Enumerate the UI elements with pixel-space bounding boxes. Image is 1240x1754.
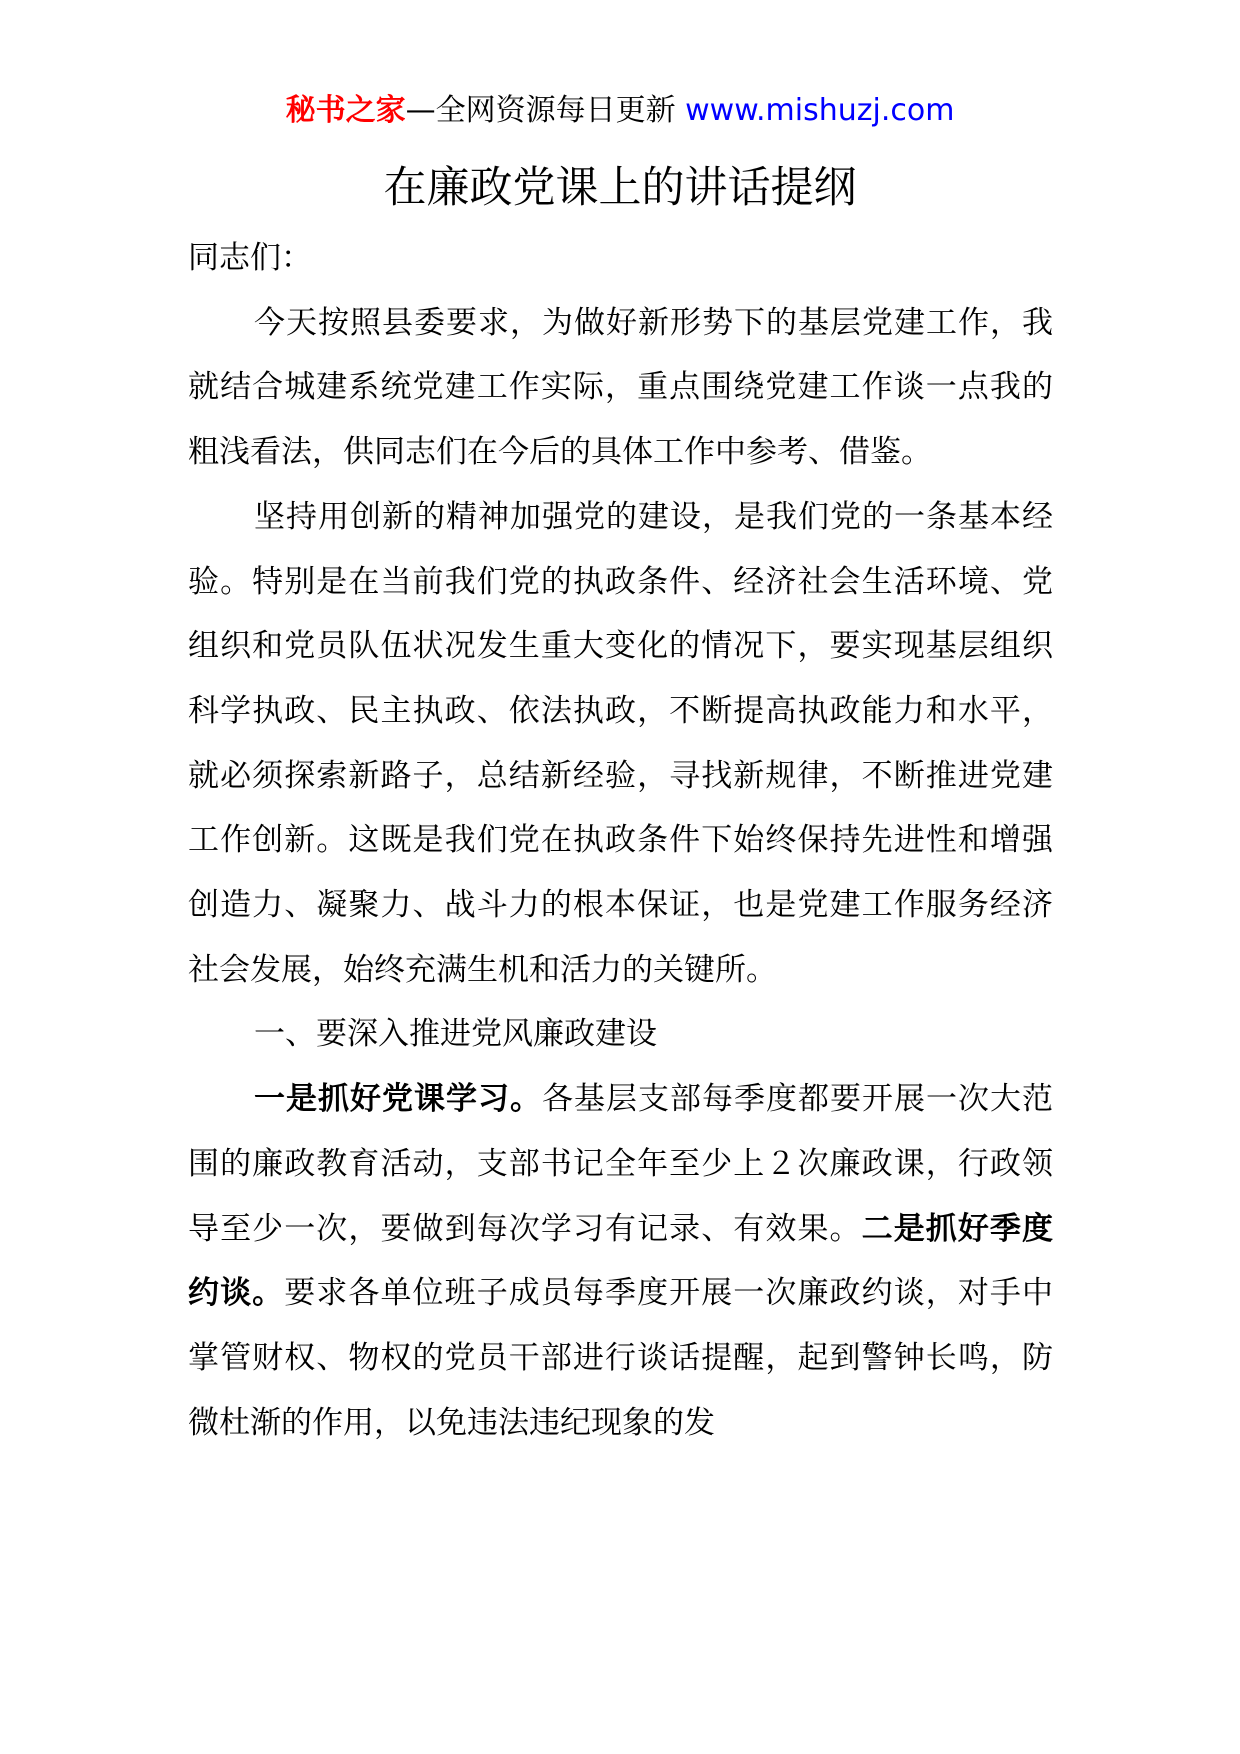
paragraph-points xyxy=(188,1067,1053,1455)
site-brand: 秘书之家 xyxy=(285,93,406,128)
salutation: 同志们： xyxy=(188,240,312,276)
section-heading: 一、要深入推进党风廉政建设 xyxy=(254,1016,657,1053)
point-1-heading: 一是抓好党课学习。 xyxy=(254,1081,542,1118)
point-2-text: 要求各单位班子成员每季度开展一次廉政约谈，对手中掌管财权、物权的党员干部进行谈话提醒，起到警钟长鸣，防微杜渐的作用，以免违法违纪现象的发 xyxy=(188,1275,1054,1441)
document-body xyxy=(188,226,1053,1455)
paragraph-intro: 今天按照县委要求，为做好新形势下的基层党建工作，我就结合城建系统党建工作实际，重点围绕党建工作谈一点我的粗浅看法，供同志们在今后的具体工作中参考、借鉴。 xyxy=(188,304,1053,471)
document-title: 在廉政党课上的讲话提纲 xyxy=(383,163,857,213)
point-2-heading: 二是抓好季度约谈。 xyxy=(188,1210,1054,1312)
paragraph-innovation: 坚持用创新的精神加强党的建设，是我们党的一条基本经验。特别是在当前我们党的执政条件、经济社会生活环境、党组织和党员队伍状况发生重大变化的情况下，要实现基层组织科学执政、民主执政、依法执政，不断提高执政能力和水平，就必须探索新路子，总结新经验，寻找新规律，不断推进党建工作创新。这既是我们党在执政条件下始终保持先进性和增强创造力、凝聚力、战斗力的根本保证，也是党建工作服务经济社会发展，始终充满生机和活力的关键所。 xyxy=(188,498,1053,988)
point-1-text: 各基层支部每季度都要开展一次大范围的廉政教育活动，支部书记全年至少上２次廉政课，行政领导至少一次，要做到每次学习有记录、有效果。 xyxy=(188,1081,1053,1247)
site-header xyxy=(0,86,1240,136)
site-url[interactable]: www.mishuzj.com xyxy=(685,93,955,128)
site-tagline: —全网资源每日更新 xyxy=(405,93,676,128)
